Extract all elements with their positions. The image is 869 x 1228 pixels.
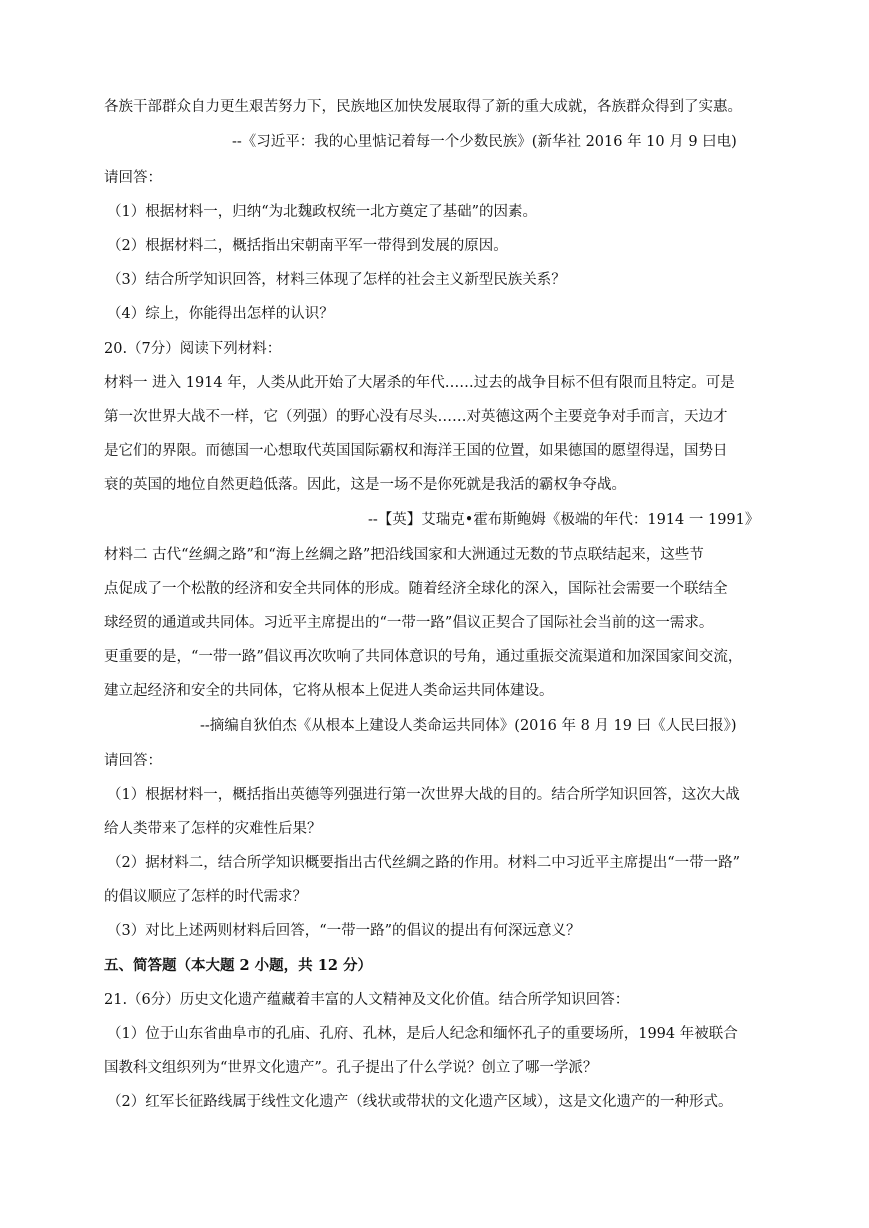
question-item: 国教科文组织列为“世界文化遗产”。孔子提出了什么学说？创立了哪一学派？ bbox=[104, 1060, 598, 1076]
question-item: （2）根据材料二，概括指出宋朝南平军一带得到发展的原因。 bbox=[107, 238, 508, 254]
answer-prompt: 请回答： bbox=[104, 170, 162, 186]
material-line: 材料二 古代“丝綢之路”和“海上丝綢之路”把沿线国家和大洲通过无数的节点联结起来，这些节 bbox=[104, 547, 704, 563]
source-citation: --【英】艾瑞克•霍布斯鲍姆《极端的年代：1914 一 1991》 bbox=[368, 512, 760, 528]
material-line: 衰的英国的地位自然更趋低落。因此，这是一场不是你死就是我活的霸权争夺战。 bbox=[104, 477, 626, 493]
question-item: （4）综上，你能得出怎样的认识？ bbox=[107, 306, 334, 322]
section-heading: 五、简答题（本大题 2 小题，共 12 分） bbox=[104, 957, 372, 974]
question-item: （1）位于山东省曲阜市的孔庙、孔府、孔林，是后人纪念和缅怀孔子的重要场所，1994 年被联合 bbox=[107, 1026, 738, 1042]
material-line: 第一次世界大战不一样，它（列强）的野心没有尽头……对英德这两个主要竞争对手而言，天边才 bbox=[104, 409, 728, 425]
question-item: （1）根据材料一，概括指出英德等列强进行第一次世界大战的目的。结合所学知识回答，这次大战 bbox=[107, 787, 740, 803]
question-item: 的倡议顺应了怎样的时代需求？ bbox=[104, 889, 307, 905]
material-line: 建立起经济和安全的共同体，它将从根本上促进人类命运共同体建设。 bbox=[104, 683, 554, 699]
material-line: 材料一 进入 1914 年，人类从此开始了大屠杀的年代……过去的战争目标不但有限而且特定。可是 bbox=[104, 375, 735, 391]
material-line: 是它们的界限。而德国一心想取代英国国际霸权和海洋王国的位置，如果德国的愿望得逞，国势日 bbox=[104, 443, 728, 459]
material-line: 球经贸的通道或共同体。习近平主席提出的“一带一路”倡议正契合了国际社会当前的这一需求。 bbox=[104, 615, 714, 631]
paragraph-line: 各族干部群众自力更生艰苦努力下，民族地区加快发展取得了新的重大成就，各族群众得到了实惠。 bbox=[104, 99, 742, 115]
question-item: （2）据材料二，结合所学知识概要指出古代丝綢之路的作用。材料二中习近平主席提出“一带一路” bbox=[107, 855, 741, 871]
question-item: 给人类带来了怎样的灾难性后果？ bbox=[104, 821, 322, 837]
question-item: （3）结合所学知识回答，材料三体现了怎样的社会主义新型民族关系？ bbox=[107, 272, 566, 288]
question-header: 21.（6分）历史文化遗产蕴藏着丰富的人文精神及文化价值。结合所学知识回答： bbox=[104, 992, 630, 1008]
source-citation: --摘编自狄伯杰《从根本上建设人类命运共同体》(2016 年 8 月 19 曰《人民曰报》) bbox=[200, 718, 737, 734]
question-header: 20.（7分）阅读下列材料： bbox=[104, 341, 282, 357]
material-line: 更重要的是，“一带一路”倡议再次吹响了共同体意识的号角，通过重振交流渠道和加深国家间交流， bbox=[104, 649, 743, 665]
question-item: （3）对比上述两则材料后回答，“一带一路”的倡议的提出有何深远意义？ bbox=[107, 923, 581, 939]
question-item: （1）根据材料一，归纳“为北魏政权统一北方奠定了基础”的因素。 bbox=[107, 204, 538, 220]
question-item: （2）红军长征路线属于线性文化遗产（线状或带状的文化遗产区域），这是文化遗产的一种形式。 bbox=[107, 1094, 733, 1110]
material-line: 点促成了一个松散的经济和安全共同体的形成。随着经济全球化的深入，国际社会需要一个联结全 bbox=[104, 581, 728, 597]
source-citation: --《习近平：我的心里惦记着每一个少数民族》(新华社 2016 年 10 月 9 曰电) bbox=[232, 134, 737, 150]
answer-prompt: 请回答： bbox=[104, 753, 162, 769]
